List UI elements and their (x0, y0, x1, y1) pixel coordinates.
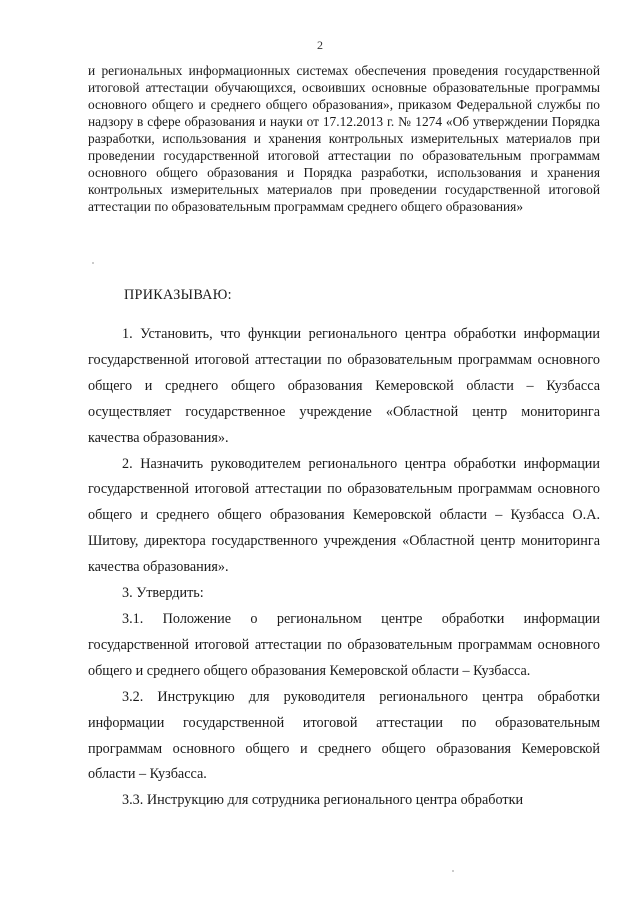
clause-3-3: 3.3. Инструкцию для сотрудника регионального центра обработки (122, 792, 524, 809)
clause-3-2: 3.2. Инструкцию для руководителя регионального центра обработки информации государственной итоговой аттестации по образовательным программам основного общего и среднего общего образования Кемеровской области – Кузбасса. (88, 688, 600, 783)
preamble-paragraph: и региональных информационных системах обеспечения проведения государственной итоговой аттестации обучающихся, освоивших основные образовательные программы основного общего и среднего общего образования», приказом Федеральной службы по надзору в сфере образования и науки от 17.12.2013 г. № 1274 «Об утверждении Порядка разработки, использования и хранения контрольных измерительных материалов при проведении государственной итоговой аттестации по образовательным программам основного общего образования и Порядка разработки, использования и хранения контрольных измерительных материалов при проведении государственной итоговой аттестации по образовательным программам среднего общего образования» (88, 63, 600, 214)
clause-1: 1. Установить, что функции регионального центра обработки информации государственной итоговой аттестации по образовательным программам основного общего и среднего общего образования Кемеровской области – Кузбасса осуществляет государственное учреждение «Областной центр мониторинга качества образования». (88, 326, 600, 446)
preamble-text (88, 62, 600, 215)
page-number: 2 (317, 38, 323, 52)
clauses-list (88, 322, 600, 814)
clause-3: 3. Утвердить: (122, 585, 204, 602)
scan-speck (452, 870, 454, 872)
order-heading: ПРИКАЗЫВАЮ: (124, 287, 232, 303)
clause-3-1: 3.1. Положение о региональном центре обработки информации государственной итоговой аттестации по образовательным программам основного общего и среднего общего образования Кемеровской области – Кузбасса. (88, 610, 600, 679)
scan-speck (92, 262, 94, 264)
clause-2: 2. Назначить руководителем регионального центра обработки информации государственной итоговой аттестации по образовательным программам основного общего и среднего общего образования Кемеровской области – Кузбасса О.А. Шитову, директора государственного учреждения «Областной центр мониторинга качества образования». (88, 455, 600, 576)
